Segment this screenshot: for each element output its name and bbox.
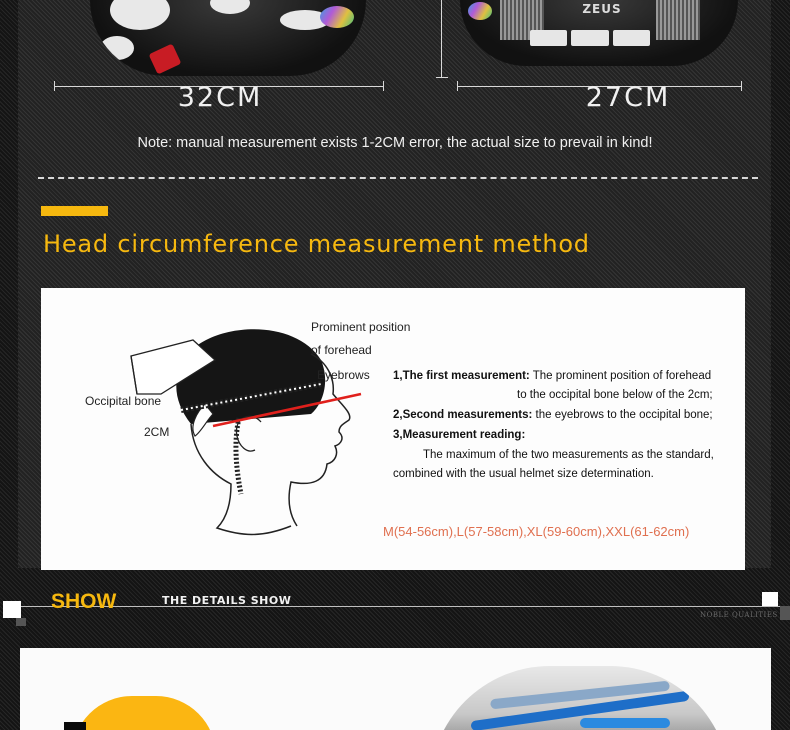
noble-qualities-label: NOBLE QUALITIES (700, 611, 778, 619)
details-panel (20, 648, 771, 730)
width-measure-tick-left (54, 81, 55, 91)
corner-square-left (3, 601, 21, 618)
section-accent-bar (41, 206, 108, 216)
section-title: Head circumference measurement method (43, 230, 590, 258)
depth-measure-tick-left (457, 81, 458, 91)
width-measure-tick-right (383, 81, 384, 91)
step-1: 1,The first measurement: The prominent position of forehead (393, 370, 712, 382)
label-2cm: 2CM (144, 425, 170, 439)
helmet-back-photo (460, 0, 738, 66)
dashed-divider (38, 177, 758, 179)
step-3-line-1: The maximum of the two measurements as the standard, (423, 449, 714, 461)
helmet-logo: ZEUS (582, 2, 622, 16)
label-prominent-position: Prominent position (311, 320, 411, 334)
corner-square-right-shadow (780, 606, 790, 620)
corner-square-left-shadow (16, 618, 26, 626)
black-marker (64, 722, 86, 730)
show-divider-line (20, 606, 790, 607)
measurement-note: Note: manual measurement exists 1-2CM error, the actual size to prevail in kind! (137, 135, 653, 151)
label-of-forehead: of forehead (311, 343, 372, 357)
corner-square-right (762, 592, 778, 606)
width-label: 32CM (177, 82, 263, 113)
height-measure-tick (436, 77, 448, 78)
size-chart: M(54-56cm),L(57-58cm),XL(59-60cm),XXL(61-62cm) (383, 524, 690, 539)
step-3-line-2: combined with the usual helmet size determination. (393, 468, 654, 480)
depth-label: 27CM (585, 82, 671, 113)
details-show-label: THE DETAILS SHOW (162, 594, 292, 607)
step-1-continued: to the occipital bone below of the 2cm; (517, 389, 713, 401)
helmet-side-photo (90, 0, 366, 76)
height-measure-line (441, 0, 442, 78)
show-label: SHOW (51, 590, 117, 613)
step-3: 3,Measurement reading: (393, 429, 526, 441)
yellow-badge-shape (72, 696, 216, 730)
depth-measure-tick-right (741, 81, 742, 91)
label-occipital-bone: Occipital bone (85, 394, 162, 408)
measurement-diagram (41, 288, 745, 570)
helmet-front-photo (430, 666, 730, 730)
step-2: 2,Second measurements: the eyebrows to the occipital bone; (393, 409, 713, 421)
label-eyebrows: Eyebrows (317, 368, 370, 382)
